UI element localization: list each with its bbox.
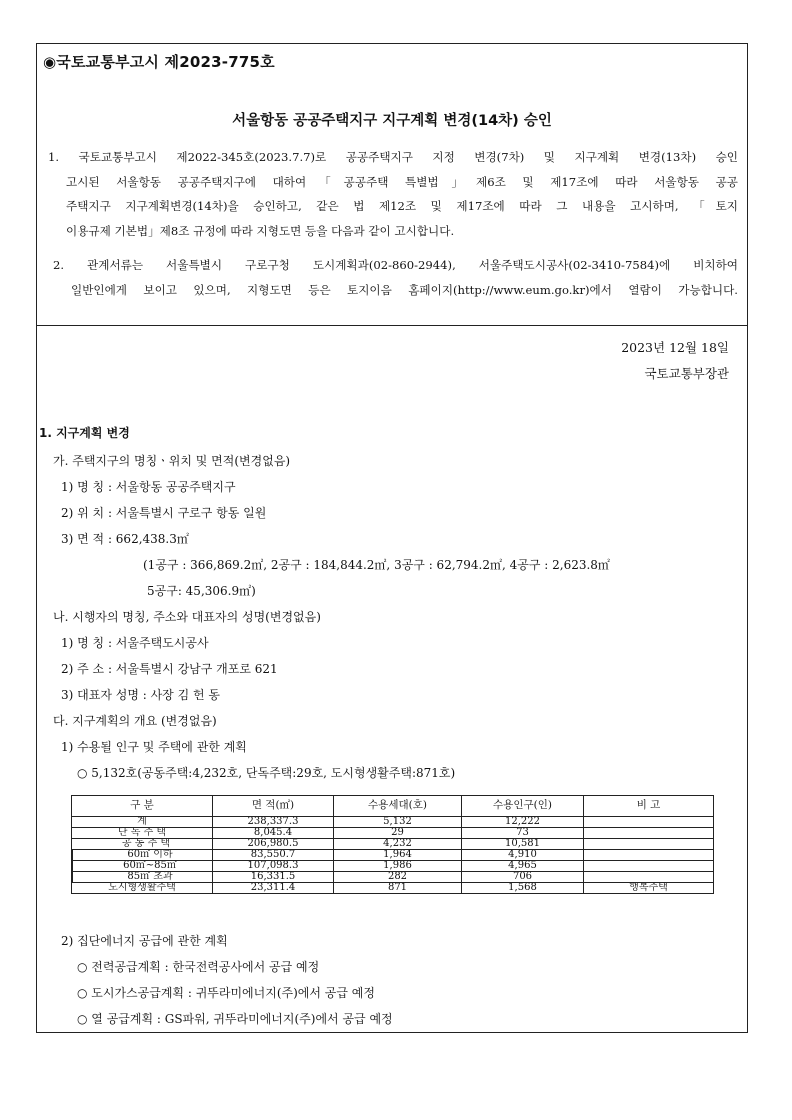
table-cell: 행복주택 (584, 883, 714, 894)
table-header: 구 분 (72, 796, 213, 817)
table-row (72, 839, 714, 850)
table-cell: 83,550.7 (213, 850, 334, 861)
table-cell: 12,222 (462, 817, 584, 828)
table-row (72, 883, 714, 894)
table-cell: 1,568 (462, 883, 584, 894)
table-cell: 871 (334, 883, 462, 894)
table-row (72, 861, 714, 872)
table-cell: 73 (462, 828, 584, 839)
notice-header-box (37, 44, 747, 326)
item-energy-plan: 2) 집단에너지 공급에 관한 계획 (61, 934, 228, 948)
item-heat-supply: ○ 열 공급계획 : GS파워, 귀뚜라미에너지(주)에서 공급 예정 (77, 1012, 393, 1026)
table-cell: 10,581 (462, 839, 584, 850)
table-cell: 단 독 주 택 (72, 828, 213, 839)
paragraph-documents (53, 253, 738, 302)
table-cell: 706 (462, 872, 584, 883)
table-cell: 1,964 (334, 850, 462, 861)
notice-title: 서울항동 공공주택지구 지구계획 변경(14차) 승인 (232, 113, 552, 129)
table-row (72, 850, 714, 861)
paragraph-approval (48, 145, 738, 243)
table-cell: 도시형생활주택 (72, 883, 213, 894)
table-cell: 23,311.4 (213, 883, 334, 894)
item-area-detail-2: 5공구: 45,306.9㎡) (147, 584, 256, 598)
table-cell: 4,965 (462, 861, 584, 872)
table-cell: 60㎡~85㎡ (72, 861, 213, 872)
table-cell: 계 (72, 817, 213, 828)
table-cell: 282 (334, 872, 462, 883)
item-operator-address: 2) 주 소 : 서울특별시 강남구 개포로 621 (61, 662, 278, 676)
table-cell: 5,132 (334, 817, 462, 828)
table-cell: 8,045.4 (213, 828, 334, 839)
table-header: 비 고 (584, 796, 714, 817)
table-cell: 60㎡ 이하 (72, 850, 213, 861)
table-cell (584, 850, 714, 861)
item-operator-name: 1) 명 칭 : 서울주택도시공사 (61, 636, 209, 650)
item-gas-supply: ○ 도시가스공급계획 : 귀뚜라미에너지(주)에서 공급 예정 (77, 986, 375, 1000)
subsection-na: 나. 시행자의 명칭, 주소와 대표자의 성명(변경없음) (53, 610, 321, 624)
notice-document (36, 43, 748, 1033)
table-cell: 85㎡ 초과 (72, 872, 213, 883)
paragraph-line: 2. 관계서류는 서울특별시 구로구청 도시계획과(02-860-2944), 서울주택도시공사(02-3410-7584)에 비치하여 (53, 258, 738, 272)
table-cell: 4,232 (334, 839, 462, 850)
table-cell: 29 (334, 828, 462, 839)
table-cell: 1,986 (334, 861, 462, 872)
item-representative: 3) 대표자 성명 : 사장 김 헌 동 (61, 688, 220, 702)
item-location: 2) 위 치 : 서울특별시 구로구 항동 일원 (61, 506, 267, 520)
section-title: 1. 지구계획 변경 (39, 426, 130, 440)
item-population-plan: 1) 수용될 인구 및 주택에 관한 계획 (61, 740, 247, 754)
table-cell: 공 동 주 택 (72, 839, 213, 850)
table-header: 수용세대(호) (334, 796, 462, 817)
item-name: 1) 명 칭 : 서울항동 공공주택지구 (61, 480, 236, 494)
notice-date: 2023년 12월 18일 (621, 340, 729, 355)
paragraph-line: 주택지구 지구계획변경(14차)을 승인하고, 같은 법 제12조 및 제17조에 따라 그 내용을 고시하며, 「토지 (66, 199, 738, 214)
table-cell (584, 861, 714, 872)
table-cell (584, 817, 714, 828)
table-header-row (72, 796, 714, 817)
table-cell: 4,910 (462, 850, 584, 861)
table-cell (584, 828, 714, 839)
housing-table (71, 795, 714, 894)
paragraph-line: 1. 국토교통부고시 제2022-345호(2023.7.7)로 공공주택지구 지정 변경(7차) 및 지구계획 변경(13차) 승인 (48, 150, 738, 164)
item-area-detail: (1공구 : 366,869.2㎡, 2공구 : 184,844.2㎡, 3공구 : 62,794.2㎡, 4공구 : 2,623.8㎡ (143, 558, 610, 572)
subsection-ga: 가. 주택지구의 명칭ㆍ위치 및 면적(변경없음) (53, 454, 291, 468)
table-row (72, 872, 714, 883)
table-cell: 206,980.5 (213, 839, 334, 850)
table-cell (584, 839, 714, 850)
item-area: 3) 면 적 : 662,438.3㎡ (61, 532, 189, 546)
table-row (72, 828, 714, 839)
table-cell: 238,337.3 (213, 817, 334, 828)
paragraph-line: 일반인에게 보이고 있으며, 지형도면 등은 토지이음 홈페이지(http://www.eum.go.kr)에서 열람이 가능합니다. (71, 282, 738, 297)
paragraph-line: 이용규제 기본법」제8조 규정에 따라 지형도면 등을 다음과 같이 고시합니다. (66, 223, 455, 238)
paragraph-line: 고시된 서울항동 공공주택지구에 대하여「공공주택 특별법」제6조 및 제17조에 따라 서울항동 공공 (66, 174, 738, 189)
table-header: 수용인구(인) (462, 796, 584, 817)
notice-number: ◉국토교통부고시 제2023-775호 (43, 53, 275, 71)
item-housing-count: ○ 5,132호(공동주택:4,232호, 단독주택:29호, 도시형생활주택:871호) (77, 766, 456, 780)
subsection-da: 다. 지구계획의 개요 (변경없음) (53, 714, 217, 728)
table-cell (584, 872, 714, 883)
item-power-supply: ○ 전력공급계획 : 한국전력공사에서 공급 예정 (77, 960, 320, 974)
table-cell: 107,098.3 (213, 861, 334, 872)
table-header: 면 적(㎡) (213, 796, 334, 817)
table-row (72, 817, 714, 828)
table-cell: 16,331.5 (213, 872, 334, 883)
issuer: 국토교통부장관 (644, 366, 729, 381)
